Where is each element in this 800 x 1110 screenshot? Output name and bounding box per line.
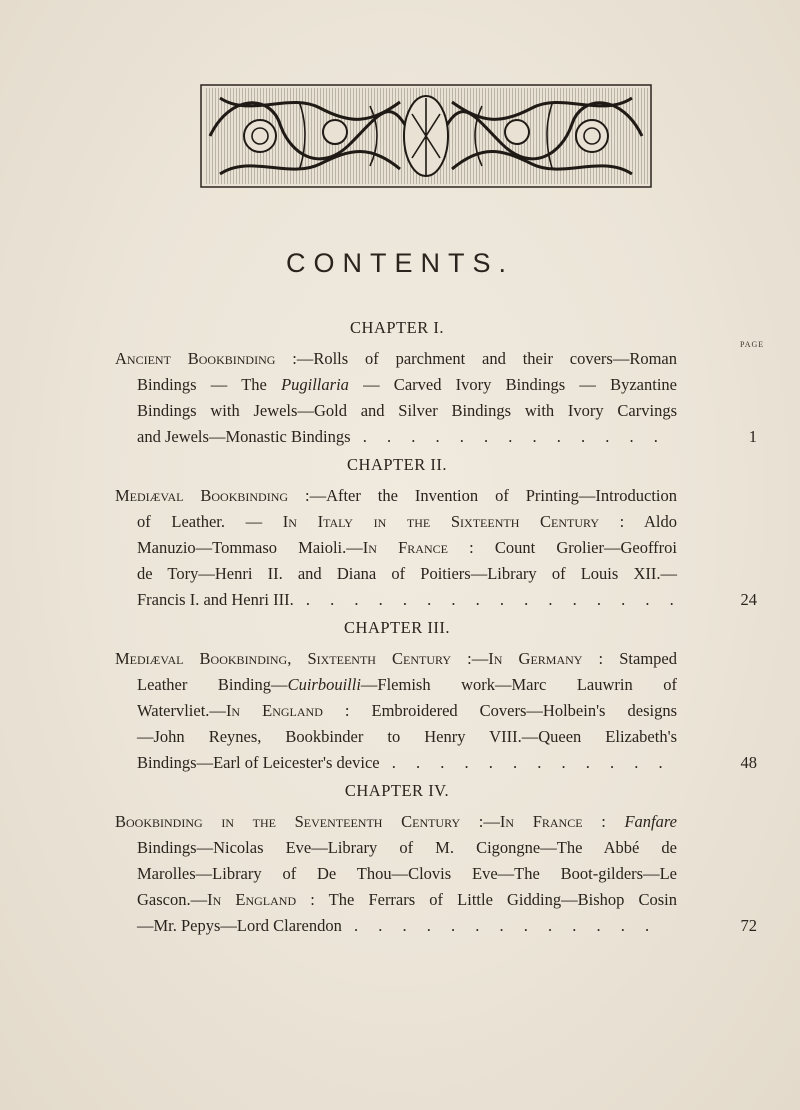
page-number: 48 bbox=[740, 753, 757, 772]
chapter-3 bbox=[0, 618, 800, 776]
chapter-heading: CHAPTER I. bbox=[350, 318, 444, 337]
summary-line: Marolles—Library of De Thou—Clovis Eve—The Boot-gilders—Le bbox=[137, 864, 677, 883]
summary-line: Ancient Bookbinding :—Rolls of parchment and their covers—Roman bbox=[115, 349, 677, 368]
summary-line: de Tory—Henri II. and Diana of Poitiers—Library of Louis XII.— bbox=[137, 564, 677, 583]
summary-line: Bookbinding in the Seventeenth Century :—In France : Fanfare bbox=[115, 812, 677, 831]
summary-line: Bindings — The Pugillaria — Carved Ivory Bindings — Byzantine bbox=[137, 375, 677, 394]
summary-line: Bindings—Earl of Leicester's device . . . . . . . . . . . . bbox=[137, 753, 671, 772]
chapter-heading: CHAPTER II. bbox=[347, 455, 447, 474]
summary-line: Francis I. and Henri III. . . . . . . . . . . . . . . . . bbox=[137, 590, 682, 609]
page-number: 1 bbox=[748, 427, 757, 446]
chapter-2 bbox=[0, 455, 800, 613]
summary-line: Mediæval Bookbinding, Sixteenth Century :—In Germany : Stamped bbox=[115, 649, 677, 668]
summary-line: Bindings—Nicolas Eve—Library of M. Cigongne—The Abbé de bbox=[137, 838, 677, 857]
chapter-4 bbox=[0, 781, 800, 939]
summary-line: Bindings with Jewels—Gold and Silver Bindings with Ivory Carvings bbox=[137, 401, 677, 420]
decorative-headpiece-ornament bbox=[200, 84, 652, 188]
summary-line: Leather Binding—Cuirbouilli—Flemish work—Marc Lauwrin of bbox=[137, 675, 677, 694]
chapter-1 bbox=[0, 318, 800, 450]
chapter-heading: CHAPTER IV. bbox=[344, 781, 450, 800]
chapter-summary bbox=[115, 646, 757, 776]
summary-line: Gascon.—In England : The Ferrars of Little Gidding—Bishop Cosin bbox=[137, 890, 677, 909]
page-number: 24 bbox=[740, 590, 757, 609]
chapter-heading: CHAPTER III. bbox=[344, 618, 450, 637]
chapter-summary bbox=[115, 483, 757, 613]
summary-line: —John Reynes, Bookbinder to Henry VIII.—Queen Elizabeth's bbox=[137, 727, 677, 746]
summary-line: Watervliet.—In England : Embroidered Covers—Holbein's designs bbox=[137, 701, 678, 720]
chapter-summary bbox=[115, 809, 757, 939]
page-column-label: PAGE bbox=[740, 340, 765, 349]
summary-line: —Mr. Pepys—Lord Clarendon . . . . . . . . . . . . . bbox=[137, 916, 658, 935]
summary-line: Manuzio—Tommaso Maioli.—In France : Count Grolier—Geoffroi bbox=[137, 538, 677, 557]
summary-line: Mediæval Bookbinding :—After the Invention of Printing—Introduction bbox=[115, 486, 677, 505]
page-title: CONTENTS. bbox=[285, 248, 514, 278]
summary-line: and Jewels—Monastic Bindings . . . . . . . . . . . . . bbox=[137, 427, 666, 446]
chapter-summary bbox=[115, 346, 757, 450]
summary-line: of Leather. — In Italy in the Sixteenth Century : Aldo bbox=[137, 512, 677, 531]
page-number: 72 bbox=[740, 916, 757, 935]
